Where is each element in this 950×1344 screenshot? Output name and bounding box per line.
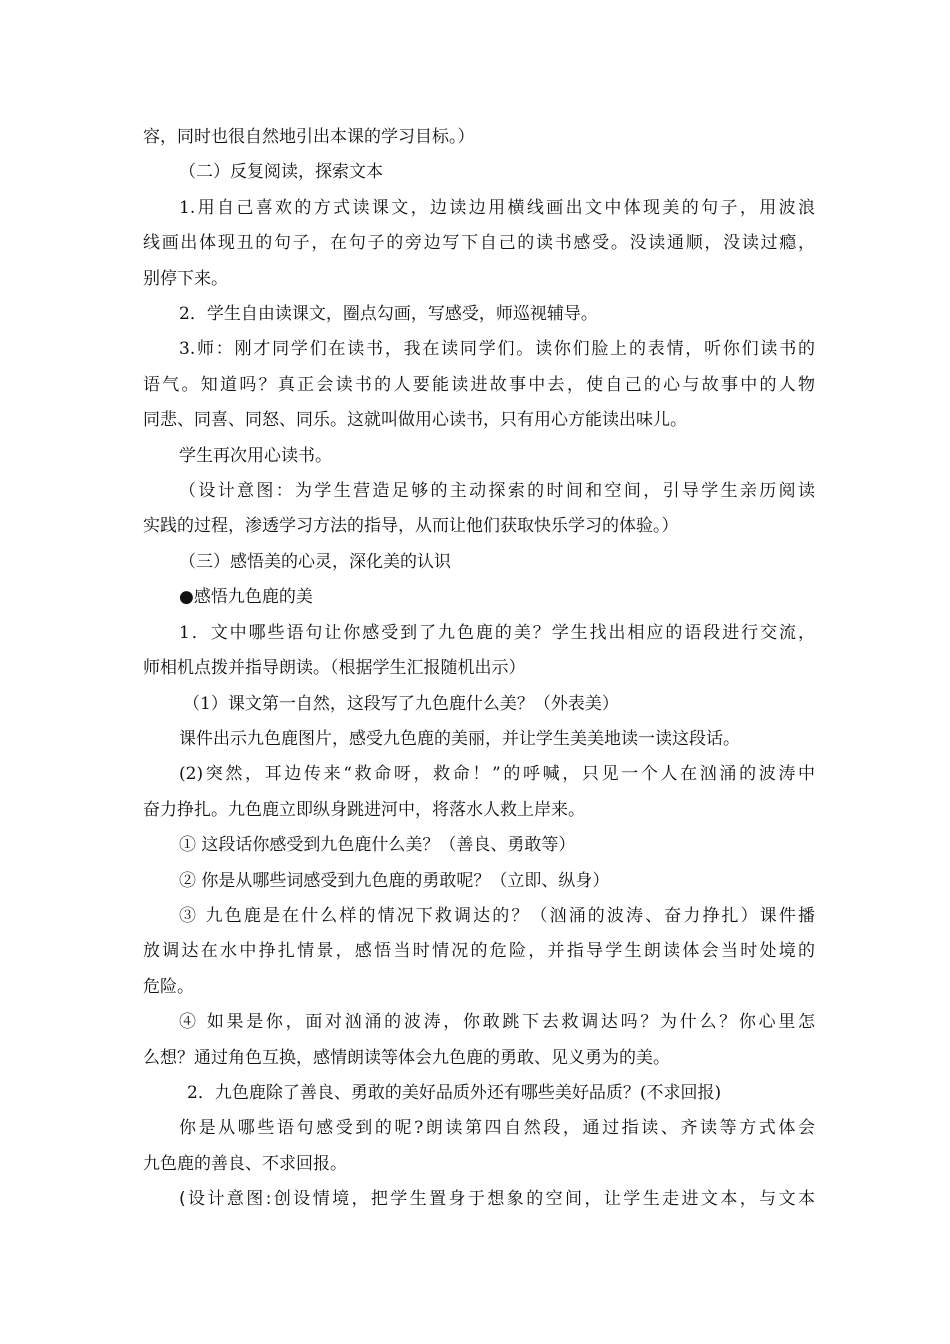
text-line: 师相机点拨并指导朗读。（根据学生汇报随机出示） xyxy=(143,658,526,679)
text-line: 别停下来。 xyxy=(143,268,228,289)
question-line: ③ 九色鹿是在什么样的情况下救调达的？（汹涌的波涛、奋力挣扎）课件播 xyxy=(179,905,815,926)
section-heading: （三）感悟美的心灵，深化美的认识 xyxy=(179,551,451,572)
text-line: 么想？通过角色互换，感情朗读等体会九色鹿的勇敢、见义勇为的美。 xyxy=(143,1047,670,1068)
text-line: 1．文中哪些语句让你感受到了九色鹿的美？学生找出相应的语段进行交流， xyxy=(179,622,815,643)
text-line: 危险。 xyxy=(143,976,194,997)
text-line: 学生再次用心读书。 xyxy=(179,445,332,466)
text-line: 你是从哪些语句感受到的呢?朗读第四自然段，通过指读、齐读等方式体会 xyxy=(179,1118,815,1139)
text-line: 语气。知道吗？真正会读书的人要能读进故事中去，使自己的心与故事中的人物 xyxy=(143,374,815,395)
section-heading: （二）反复阅读，探索文本 xyxy=(179,162,383,183)
document-body xyxy=(143,120,815,1218)
question-line: ① 这段话你感受到九色鹿什么美？（善良、勇敢等） xyxy=(179,835,576,856)
quote-line: (2)突然，耳边传来“救命呀，救命！”的呼喊，只见一个人在汹涌的波涛中 xyxy=(179,764,815,785)
text-line: 3.师：刚才同学们在读书，我在读同学们。读你们脸上的表情，听你们读书的 xyxy=(179,339,815,360)
quote-line: 奋力挣扎。九色鹿立即纵身跳进河中，将落水人救上岸来。 xyxy=(143,799,585,820)
text-line: （1）课文第一自然，这段写了九色鹿什么美？（外表美） xyxy=(183,693,619,714)
text-line: 九色鹿的善良、不求回报。 xyxy=(143,1153,347,1174)
text-line: 同悲、同喜、同怒、同乐。这就叫做用心读书，只有用心方能读出味儿。 xyxy=(143,410,687,431)
design-note: （设计意图：为学生营造足够的主动探索的时间和空间，引导学生亲历阅读 xyxy=(179,481,815,502)
text-line: 课件出示九色鹿图片，感受九色鹿的美丽，并让学生美美地读一读这段话。 xyxy=(179,728,740,749)
text-line: 线画出体现丑的句子，在句子的旁边写下自己的读书感受。没读通顺，没读过瘾， xyxy=(143,233,815,254)
text-line: 容，同时也很自然地引出本课的学习目标。） xyxy=(143,127,475,147)
subsection-heading: ●感悟九色鹿的美 xyxy=(179,587,313,608)
design-note: 实践的过程，渗透学习方法的指导，从而让他们获取快乐学习的体验。） xyxy=(143,516,679,537)
question-line: ② 你是从哪些词感受到九色鹿的勇敢呢？（立即、纵身） xyxy=(179,870,610,891)
text-line: 1.用自己喜欢的方式读课文，边读边用横线画出文中体现美的句子，用波浪 xyxy=(179,197,815,218)
text-line: 2．学生自由读课文，圈点勾画，写感受，师巡视辅导。 xyxy=(179,304,598,325)
question-line: ④ 如果是你，面对汹涌的波涛，你敢跳下去救调达吗？为什么？你心里怎 xyxy=(179,1012,815,1033)
text-line: 2．九色鹿除了善良、勇敢的美好品质外还有哪些美好品质？(不求回报) xyxy=(187,1082,722,1103)
design-note: (设计意图:创设情境，把学生置身于想象的空间，让学生走进文本，与文本 xyxy=(179,1189,815,1210)
text-line: 放调达在水中挣扎情景，感悟当时情况的危险，并指导学生朗读体会当时处境的 xyxy=(143,941,815,962)
